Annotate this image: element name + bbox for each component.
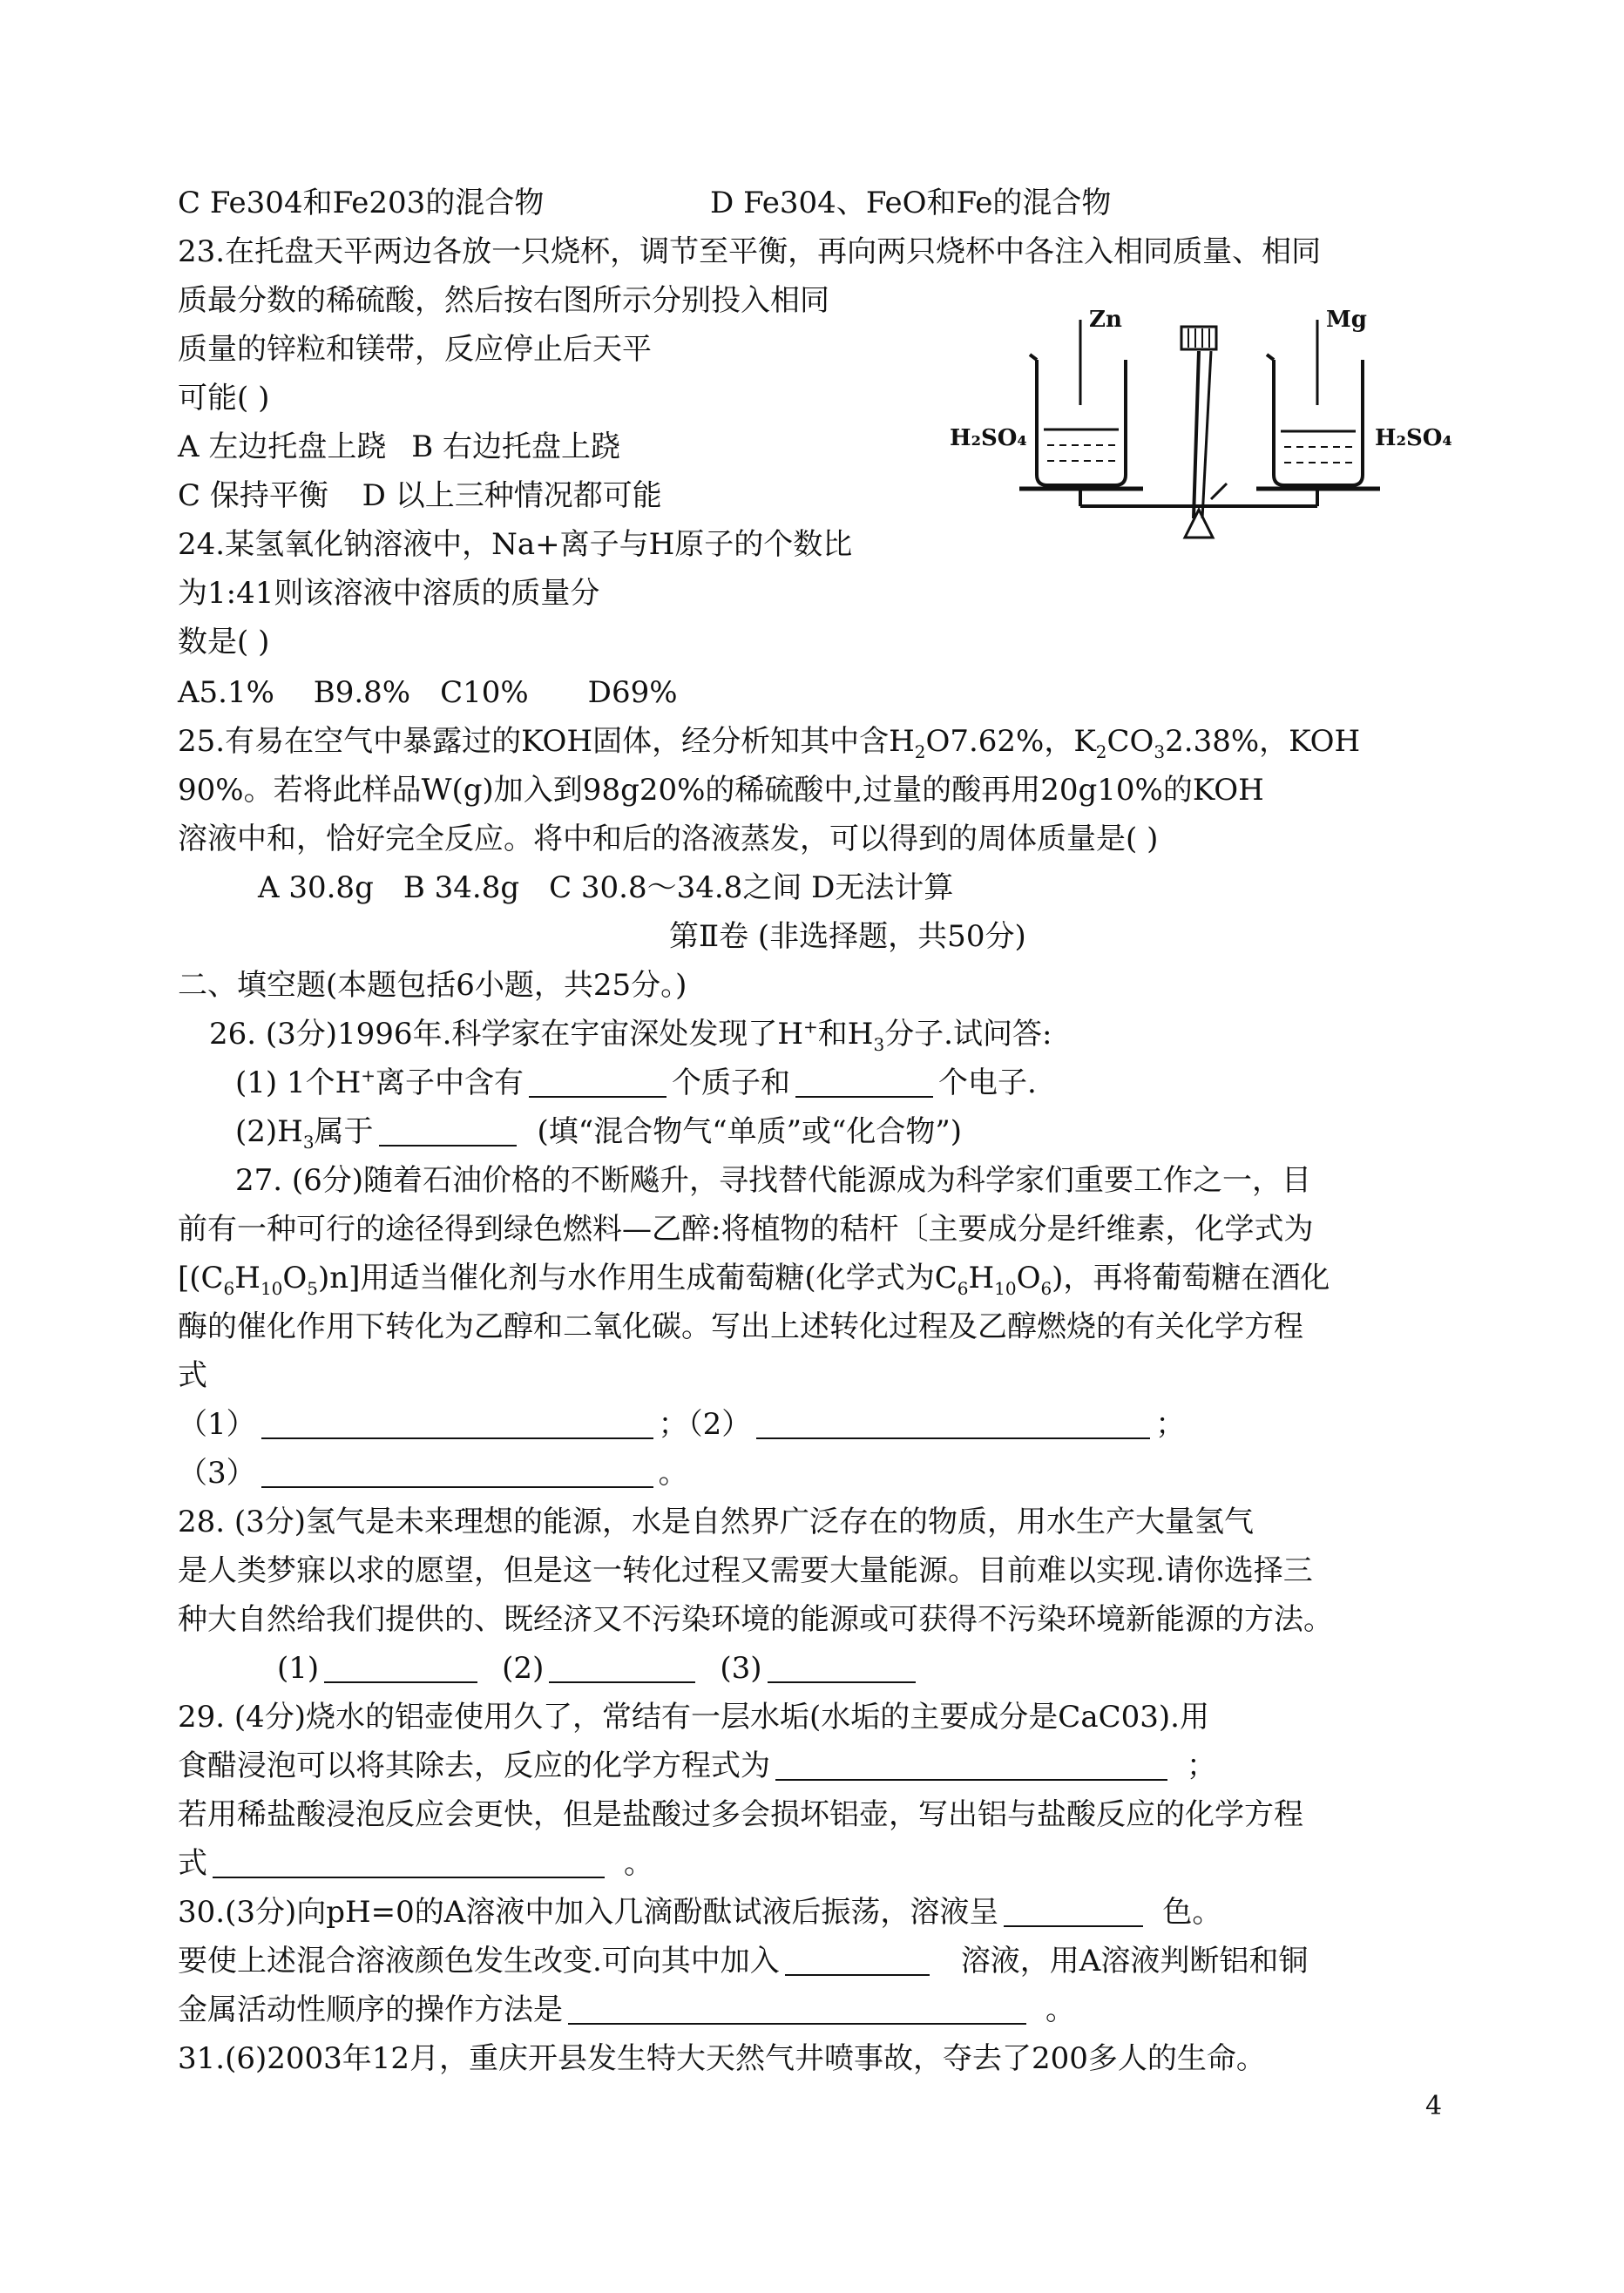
q24-options: A5.1% B9.8% C10% D69%	[178, 675, 678, 710]
q23-options-ab	[178, 432, 620, 462]
q27-blank-1[interactable]	[261, 1410, 653, 1439]
q26-line1: 26. (3分)1996年.科学家在宇宙深处发现了H+和$H_3$分子.试问答:	[209, 1016, 1052, 1055]
q26-line3: $(2)H_3$属于 (填“混合物气“单质”或“化合物”)	[235, 1114, 962, 1153]
q29-line2: 食醋浸泡可以将其除去，反应的化学方程式为 ；	[178, 1748, 1216, 1783]
q24-line3: 数是( )	[178, 625, 270, 659]
option-d-line	[710, 188, 1111, 218]
q23-options-cd	[178, 478, 662, 513]
q24-line2: 为1:41则该溶液中溶质的质量分	[178, 576, 600, 611]
section-2-title: 第Ⅱ卷 (非选择题，共50分)	[669, 919, 1026, 954]
q29-line4: 式 。	[178, 1846, 653, 1881]
q25-options: A 30.8g B 34.8g C 30.8～34.8之间 D无法计算	[258, 870, 954, 905]
q29-blank-aluminum-equation[interactable]	[213, 1849, 605, 1878]
q27-line1: 27. (6分)随着石油价格的不断飚升，寻找替代能源成为科学家们重要工作之一，目	[235, 1163, 1312, 1198]
q27-line5: 式	[178, 1358, 207, 1393]
q25-line2: 90%。若将此样品W(g)加入到98g20%的稀硫酸中,过量的酸再用20g10%的KOH	[178, 773, 1264, 808]
option-d: D Fe304、FeO和Fe的混合物	[710, 186, 1112, 220]
q27-line2: 前有一种可行的途径得到绿色燃料—乙醉:将植物的秸杆〔主要成分是纤维素，化学式为	[178, 1212, 1314, 1247]
zinc-label: Zn	[1089, 307, 1122, 333]
q23-line2: 质最分数的稀硫酸，然后按右图所示分别投入相同	[178, 283, 829, 318]
option-c: C Fe304和Fe203的混合物	[178, 186, 545, 220]
q26-blank-electrons[interactable]	[795, 1068, 933, 1098]
q26-blank-classification[interactable]	[379, 1117, 517, 1146]
part-2-heading: 二、填空题(本题包括6小题，共25分。)	[178, 968, 687, 1003]
q29-line1: 29. (4分)烧水的铝壶使用久了，常结有一层水垢(水垢的主要成分是CaC03).用	[178, 1700, 1209, 1735]
q28-blank-3[interactable]	[768, 1654, 916, 1683]
q27-blank-2[interactable]	[756, 1410, 1150, 1439]
option-c-line	[178, 188, 544, 218]
balance-pointer	[1194, 351, 1199, 518]
q31-line1: 31.(6)2003年12月，重庆开县发生特大天然气井喷事故，夺去了200多人的生命。	[178, 2041, 1266, 2076]
right-acid-label: H₂SO₄	[1375, 425, 1452, 451]
q23-option-d: D 以上三种情况都可能	[362, 478, 662, 513]
q28-blank-2[interactable]	[549, 1654, 695, 1683]
q23-line4: 可能( )	[178, 381, 270, 416]
left-acid-label: H₂SO₄	[950, 425, 1027, 451]
balance-figure	[950, 301, 1481, 545]
q25-line1: 25.有易在空气中暴露过的KOH固体，经分析知其中含$H_2O7.62\%$，$K_2CO_32.38\%$，KOH	[178, 724, 1361, 762]
q29-line3: 若用稀盐酸浸泡反应会更快，但是盐酸过多会损坏铝壶，写出铝与盐酸反应的化学方程	[178, 1797, 1303, 1832]
q26-line2: (1) 1个H+离子中含有 个质子和 个电子.	[235, 1065, 1037, 1100]
q27-answer-row1: （1） ；（2） ；	[178, 1407, 1186, 1442]
q27-line4: 酶的催化作用下转化为乙醇和二氧化碳。写出上述转化过程及乙醇燃烧的有关化学方程	[178, 1309, 1303, 1344]
q27-blank-3[interactable]	[261, 1458, 653, 1488]
q27-answer-row2: （3） 。	[178, 1456, 688, 1491]
q23-option-c: C 保持平衡	[178, 478, 328, 513]
q23-option-b: B 右边托盘上跷	[411, 430, 620, 464]
q24-line1: 24.某氢氧化钠溶液中，Na+离子与H原子的个数比	[178, 527, 853, 562]
q28-answer-row: (1) (2) (3)	[277, 1654, 921, 1683]
q30-line2: 要使上述混合溶液颜色发生改变.可向其中加入 溶液，用A溶液判断铝和铜	[178, 1944, 1309, 1978]
q30-blank-method[interactable]	[568, 1995, 1026, 2025]
q25-line3: 溶液中和，恰好完全反应。将中和后的洛液蒸发，可以得到的周体质量是( )	[178, 822, 1159, 856]
q28-blank-1[interactable]	[324, 1654, 477, 1683]
q30-line1: 30.(3分)向pH=0的A溶液中加入几滴酚酞试液后振荡，溶液呈 色。	[178, 1895, 1222, 1930]
q28-line3: 种大自然给我们提供的、既经济又不污染环境的能源或可获得不污染环境新能源的方法。	[178, 1602, 1333, 1637]
q30-blank-color[interactable]	[1004, 1897, 1143, 1927]
page-number: 4	[1425, 2091, 1443, 2121]
magnesium-label: Mg	[1326, 307, 1367, 333]
q28-line2: 是人类梦寐以求的愿望，但是这一转化过程又需要大量能源。目前难以实现.请你选择三	[178, 1553, 1313, 1588]
q23-line1: 23.在托盘天平两边各放一只烧杯，调节至平衡，再向两只烧杯中各注入相同质量、相同	[178, 234, 1322, 269]
balance-scale	[1181, 327, 1216, 349]
q26-blank-protons[interactable]	[529, 1068, 667, 1098]
fulcrum	[1185, 510, 1213, 538]
q27-line3: $[(C_6H_{10}O_5)n]$用适当催化剂与水作用生成葡萄糖(化学式为$C_6H_{10}O_6$)，再将葡萄糖在酒化	[178, 1261, 1330, 1299]
q30-blank-solution[interactable]	[785, 1946, 930, 1976]
q28-line1: 28. (3分)氢气是未来理想的能源，水是自然界广泛存在的物质，用水生产大量氢气	[178, 1505, 1255, 1539]
q23-option-a: A 左边托盘上跷	[178, 430, 387, 464]
q30-line3: 金属活动性顺序的操作方法是 。	[178, 1992, 1075, 2027]
q23-line3: 质量的锌粒和镁带，反应停止后天平	[178, 332, 652, 367]
q29-blank-vinegar-equation[interactable]	[775, 1751, 1167, 1781]
